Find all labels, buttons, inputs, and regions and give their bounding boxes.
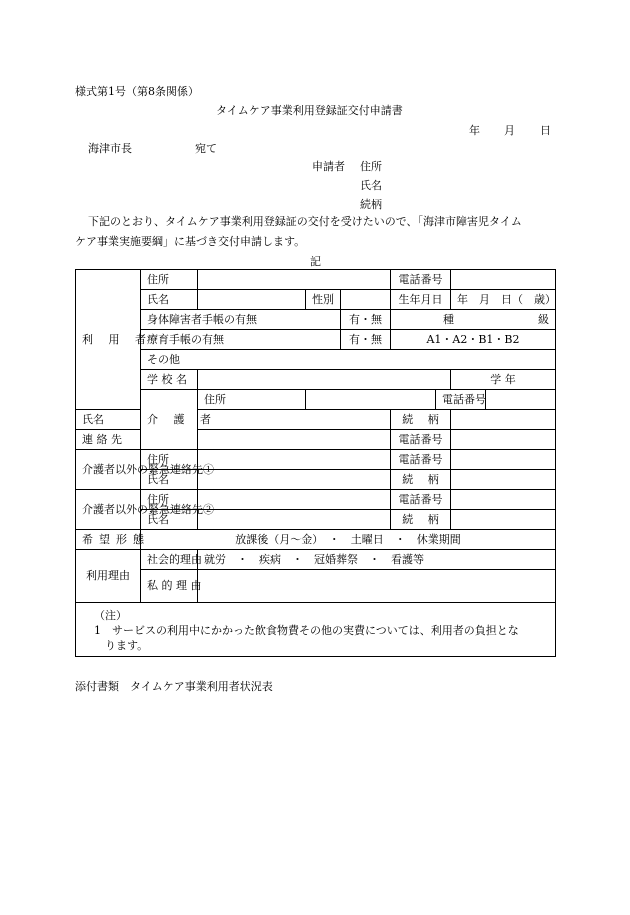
grade-label: 級 (538, 312, 549, 326)
emergency1-phone-label: 電話番号 (391, 450, 451, 470)
user-phone-field[interactable] (451, 270, 556, 290)
school-name-field[interactable] (198, 370, 451, 390)
user-address-field[interactable] (198, 270, 391, 290)
emergency2-name-field[interactable] (198, 510, 391, 530)
notes-item-line2: ります。 (105, 639, 149, 652)
ryoiku-grade-options[interactable]: A1・A2・B1・B2 (391, 330, 556, 350)
emergency2-relation-label: 続 柄 (391, 510, 451, 530)
carer-address-field[interactable] (306, 390, 436, 410)
intro-text-line2: ケア事業実施要綱」に基づき交付申請します。 (75, 235, 306, 248)
date-day-label: 日 (540, 124, 551, 137)
user-sex-label: 性別 (306, 290, 341, 310)
emergency1-address-label: 住所 (141, 450, 198, 470)
emergency1-relation-label: 続 柄 (391, 470, 451, 490)
intro-text-line1: 下記のとおり、タイムケア事業利用登録証の交付を受けたいので、「海津市障害児タイム (88, 215, 522, 228)
carer-phone-field[interactable] (486, 390, 556, 410)
private-reason-label: 私 的 理 由 (141, 570, 198, 603)
user-address-label: 住所 (141, 270, 198, 290)
notes-box (76, 603, 556, 657)
notes-item-line1: 1 サービスの利用中にかかった飲食物費その他の実費については、利用者の負担とな (94, 624, 519, 637)
addressee-suffix: 宛て (195, 142, 217, 155)
date-month-label: 月 (504, 124, 515, 137)
social-reason-label: 社会的理由 (141, 550, 198, 570)
user-other-label: その他 (141, 350, 556, 370)
emergency2-address-label: 住所 (141, 490, 198, 510)
emergency1-address-field[interactable] (198, 450, 391, 470)
emergency2-address-field[interactable] (198, 490, 391, 510)
applicant-relation-label: 続柄 (360, 198, 382, 211)
social-reason-options[interactable]: 就労 ・ 疾病 ・ 冠婚葬祭 ・ 看護等 (198, 550, 556, 570)
wish-options[interactable]: 放課後（月～金） ・ 土曜日 ・ 休業期間 (141, 530, 556, 550)
ki-heading: 記 (310, 255, 321, 268)
emergency1-relation-field[interactable] (451, 470, 556, 490)
carer-relation-label: 続 柄 (391, 410, 451, 430)
carer-phone-label: 電話番号 (436, 390, 486, 410)
carer-section-label: 介 護 者 (141, 390, 198, 450)
page-title: タイムケア事業利用登録証交付申請書 (216, 104, 403, 117)
disability-kind-grade[interactable] (391, 310, 556, 330)
disability-book-label: 身体障害者手帳の有無 (141, 310, 341, 330)
date-year-label: 年 (469, 124, 480, 137)
addressee-name: 海津市長 (88, 142, 132, 155)
user-name-field[interactable] (198, 290, 306, 310)
kind-label: 種 (443, 312, 454, 326)
private-reason-field[interactable] (198, 570, 556, 603)
school-name-label: 学 校 名 (141, 370, 198, 390)
user-phone-label: 電話番号 (391, 270, 451, 290)
notes-header: （注） (94, 609, 127, 622)
application-form-table (75, 269, 555, 657)
applicant-label: 申請者 (312, 160, 345, 173)
user-name-label: 氏名 (141, 290, 198, 310)
applicant-address-label: 住所 (360, 160, 382, 173)
attachment-text: 添付書類 タイムケア事業利用者状況表 (75, 680, 273, 693)
carer-name-field[interactable] (198, 410, 391, 430)
carer-name-label: 氏名 (76, 410, 141, 430)
emergency2-section-label: 介護者以外の緊急連絡先② (76, 490, 141, 530)
carer-contact-field[interactable] (198, 430, 391, 450)
ryoiku-book-yes-no[interactable]: 有・無 (341, 330, 391, 350)
emergency1-phone-field[interactable] (451, 450, 556, 470)
emergency1-name-field[interactable] (198, 470, 391, 490)
carer-relation-field[interactable] (451, 410, 556, 430)
carer-contact-phone-field[interactable] (451, 430, 556, 450)
user-section-label: 利 用 者 (76, 270, 141, 410)
user-sex-field[interactable] (341, 290, 391, 310)
emergency2-phone-field[interactable] (451, 490, 556, 510)
carer-address-label: 住所 (198, 390, 306, 410)
emergency1-name-label: 氏名 (141, 470, 198, 490)
emergency2-relation-field[interactable] (451, 510, 556, 530)
carer-contact-phone-label: 電話番号 (391, 430, 451, 450)
wish-label: 希望形態 (76, 530, 141, 550)
school-year-label: 学 年 (451, 370, 556, 390)
emergency1-section-label: 介護者以外の緊急連絡先① (76, 450, 141, 490)
form-number: 様式第1号（第8条関係） (75, 85, 199, 98)
reason-section-label: 利用理由 (76, 550, 141, 603)
emergency2-phone-label: 電話番号 (391, 490, 451, 510)
carer-contact-label: 連 絡 先 (76, 430, 141, 450)
applicant-name-label: 氏名 (360, 179, 382, 192)
emergency2-name-label: 氏名 (141, 510, 198, 530)
user-birth-label: 生年月日 (391, 290, 451, 310)
ryoiku-book-label: 療育手帳の有無 (141, 330, 341, 350)
user-birth-field[interactable]: 年 月 日（ 歳） (451, 290, 556, 310)
disability-book-yes-no[interactable]: 有・無 (341, 310, 391, 330)
